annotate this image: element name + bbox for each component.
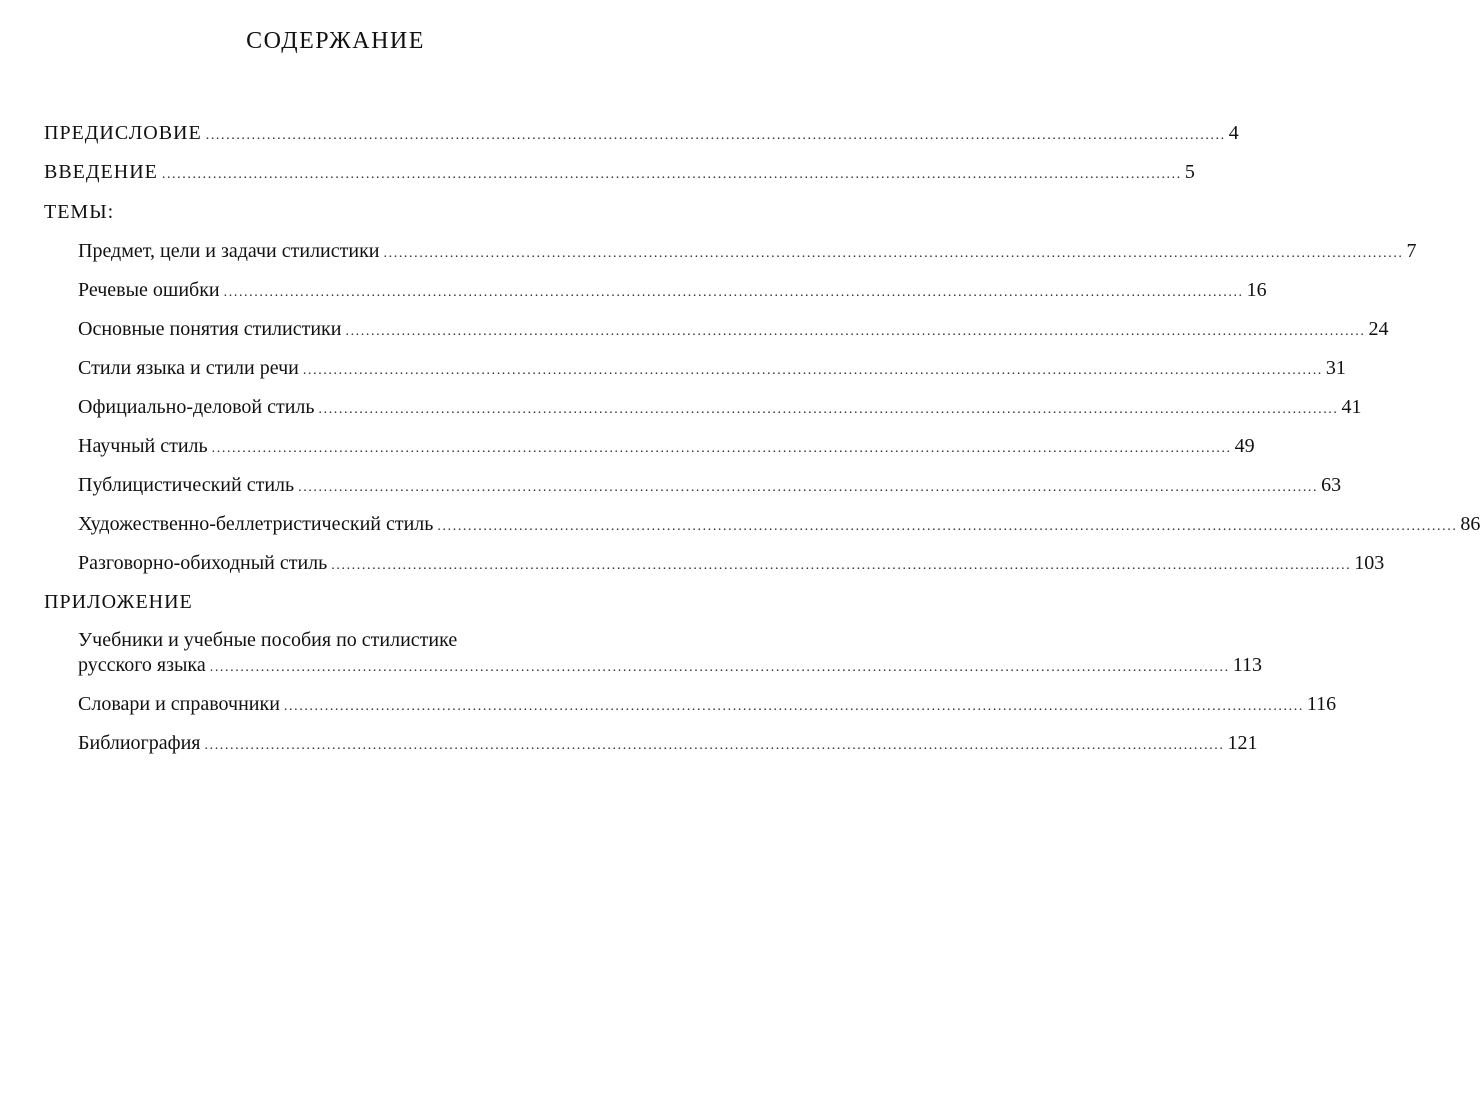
toc-entry-preface[interactable] bbox=[44, 121, 1239, 148]
toc-entry-introduction[interactable] bbox=[44, 160, 1195, 187]
toc-entry-label: Предмет, цели и задачи стилистики bbox=[78, 240, 380, 262]
toc-page-number: 4 bbox=[1228, 122, 1239, 144]
toc-entry-label: Основные понятия стилистики bbox=[78, 318, 342, 340]
toc-entry[interactable] bbox=[78, 356, 1346, 383]
page-title: СОДЕРЖАНИЕ bbox=[246, 28, 425, 54]
dot-leader: ........................................................................................................................................................................................................ bbox=[298, 480, 1319, 495]
toc-page-number: 121 bbox=[1227, 732, 1258, 754]
toc-entry-label: Библиография bbox=[78, 732, 201, 754]
toc-page-number: 31 bbox=[1325, 357, 1346, 379]
toc-page-number: 86 bbox=[1460, 513, 1480, 535]
toc-page-number: 113 bbox=[1232, 654, 1262, 676]
dot-leader: ........................................................................................................................................................................................................ bbox=[331, 558, 1352, 573]
toc-page-number: 5 bbox=[1184, 161, 1195, 183]
toc-entry[interactable] bbox=[78, 434, 1255, 461]
toc-entry[interactable] bbox=[78, 551, 1385, 578]
toc-page-number: 16 bbox=[1246, 279, 1267, 301]
dot-leader: ........................................................................................................................................................................................................ bbox=[302, 363, 1323, 378]
dot-leader: ........................................................................................................................................................................................................ bbox=[204, 738, 1225, 753]
dot-leader: ........................................................................................................................................................................................................ bbox=[283, 699, 1304, 714]
toc-entry-label: Научный стиль bbox=[78, 435, 208, 457]
toc-entry-label: Официально-деловой стиль bbox=[78, 396, 315, 418]
dot-leader: ........................................................................................................................................................................................................ bbox=[223, 285, 1244, 300]
toc-entry-label: Разговорно-обиходный стиль bbox=[78, 552, 328, 574]
toc-entry[interactable] bbox=[78, 239, 1417, 266]
toc-page-number: 7 bbox=[1406, 240, 1417, 262]
toc-entry-label: Художественно-беллетристический стиль bbox=[78, 513, 434, 535]
toc-entry-first-line: Учебники и учебные пособия по стилистике bbox=[78, 629, 458, 651]
toc-entry-label: ВВЕДЕНИЕ bbox=[44, 161, 158, 183]
toc-page-number: 49 bbox=[1234, 435, 1255, 457]
toc-entry-label: Речевые ошибки bbox=[78, 279, 220, 301]
toc-entry-label: русского языка bbox=[78, 654, 206, 676]
dot-leader: ........................................................................................................................................................................................................ bbox=[318, 402, 1339, 417]
toc-entry[interactable] bbox=[78, 473, 1342, 500]
toc-entry[interactable] bbox=[78, 317, 1389, 344]
dot-leader: ........................................................................................................................................................................................................ bbox=[345, 324, 1366, 339]
toc-page-number: 41 bbox=[1341, 396, 1362, 418]
dot-leader: ........................................................................................................................................................................................................ bbox=[205, 128, 1226, 143]
toc-entry[interactable] bbox=[78, 512, 1480, 539]
toc-entry[interactable] bbox=[78, 731, 1258, 758]
toc-entry[interactable] bbox=[78, 395, 1362, 422]
toc-entry-label: Словари и справочники bbox=[78, 693, 280, 715]
toc-page-number: 103 bbox=[1354, 552, 1385, 574]
toc-entry-label: Стили языка и стили речи bbox=[78, 357, 299, 379]
toc-page-number: 63 bbox=[1321, 474, 1342, 496]
toc-entry-label: ПРЕДИСЛОВИЕ bbox=[44, 122, 202, 144]
section-heading-themes: ТЕМЫ: bbox=[44, 201, 115, 223]
toc-page-number: 116 bbox=[1306, 693, 1337, 715]
toc-entry[interactable] bbox=[78, 653, 1262, 680]
dot-leader: ........................................................................................................................................................................................................ bbox=[437, 519, 1458, 534]
toc-entry[interactable] bbox=[78, 278, 1267, 305]
toc-page-number: 24 bbox=[1368, 318, 1389, 340]
section-heading-appendix: ПРИЛОЖЕНИЕ bbox=[44, 591, 193, 613]
dot-leader: ........................................................................................................................................................................................................ bbox=[383, 246, 1404, 261]
dot-leader: ........................................................................................................................................................................................................ bbox=[161, 167, 1182, 182]
dot-leader: ........................................................................................................................................................................................................ bbox=[211, 441, 1232, 456]
toc-entry-label: Публицистический стиль bbox=[78, 474, 295, 496]
dot-leader: ........................................................................................................................................................................................................ bbox=[209, 660, 1230, 675]
toc-entry[interactable] bbox=[78, 692, 1337, 719]
